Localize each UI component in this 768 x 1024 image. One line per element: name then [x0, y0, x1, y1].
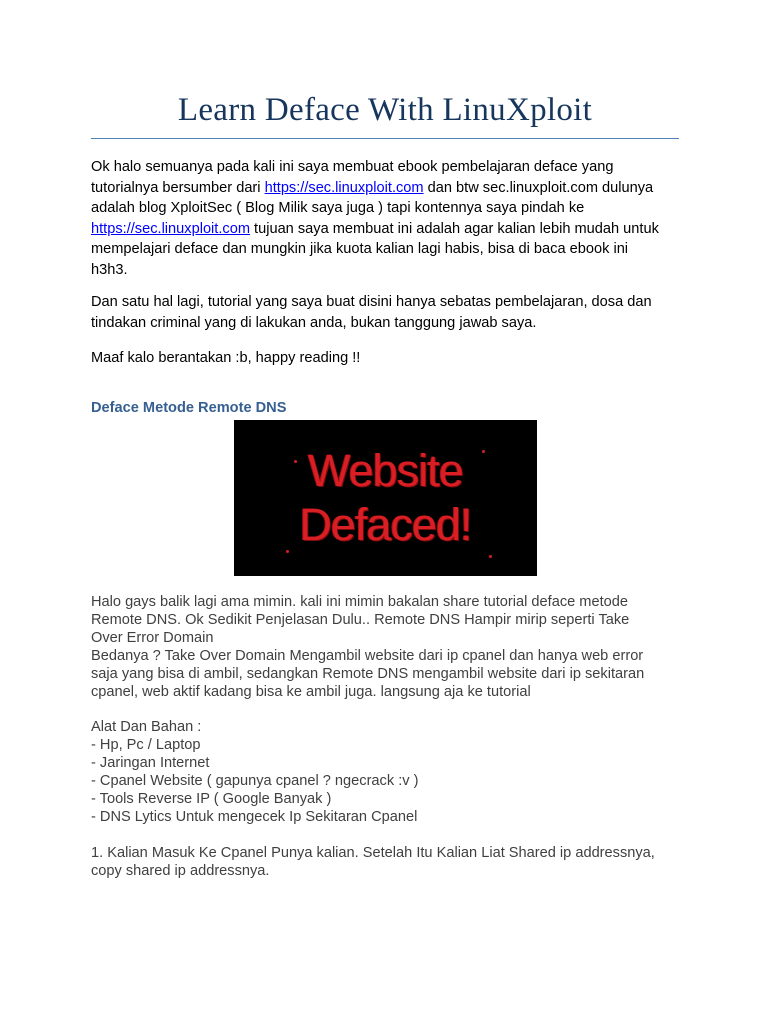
intro-body: [91, 593, 679, 701]
list-item: - DNS Lytics Untuk mengecek Ip Sekitaran Cpanel: [91, 809, 418, 825]
intro-line: h3h3.: [91, 261, 128, 278]
page-title: Learn Deface With LinuXploit: [177, 92, 593, 128]
body-line: 1. Kalian Masuk Ke Cpanel Punya kalian. Setelah Itu Kalian Liat Shared ip addressnya,: [91, 845, 655, 861]
banner-line: Defaced!: [299, 499, 472, 550]
disclaimer-line: Dan satu hal lagi, tutorial yang saya buat disini hanya sebatas pembelajaran, dosa dan: [91, 294, 652, 310]
intro-paragraph: [91, 157, 679, 281]
intro-line: mempelajari deface dan mungkin jika kuota kalian lagi habis, bisa di baca ebook ini: [91, 241, 629, 258]
body-line: saja yang bisa di ambil, sedangkan Remote DNS mengambil website dari ip sekitaran: [91, 666, 645, 682]
intro-text: dan btw sec.linuxploit.com dulunya: [423, 179, 654, 196]
list-item: - Jaringan Internet: [91, 755, 210, 771]
tools-list: [91, 718, 679, 826]
body-line: Over Error Domain: [91, 630, 214, 646]
paint-splatter: [489, 555, 492, 558]
body-line: cpanel, web aktif kadang bisa ke ambil juga. langsung aja ke tutorial: [91, 684, 531, 700]
step-1: [91, 844, 679, 880]
intro-text: tujuan saya membuat ini adalah agar kalian lebih mudah untuk: [249, 220, 659, 237]
paint-splatter: [482, 450, 485, 453]
linuxploit-link[interactable]: https://sec.linuxploit.com: [264, 179, 424, 196]
body-line: Bedanya ? Take Over Domain Mengambil website dari ip cpanel dan hanya web error: [91, 648, 644, 664]
list-item: - Hp, Pc / Laptop: [91, 737, 201, 753]
intro-line: Ok halo semuanya pada kali ini saya membuat ebook pembelajaran deface yang: [91, 159, 614, 175]
list-item: - Tools Reverse IP ( Google Banyak ): [91, 791, 332, 807]
intro-line: [91, 219, 679, 240]
intro-line: adalah blog XploitSec ( Blog Milik saya juga ) tapi kontennya saya pindah ke: [91, 200, 585, 217]
apology-paragraph: Maaf kalo berantakan :b, happy reading !!: [91, 350, 361, 366]
disclaimer-line: tindakan criminal yang di lakukan anda, bukan tanggung jawab saya.: [91, 314, 537, 331]
disclaimer-paragraph: [91, 292, 679, 333]
website-defaced-image: [234, 420, 537, 576]
section-heading: Deface Metode Remote DNS: [91, 400, 287, 416]
body-line: Halo gays balik lagi ama mimin. kali ini mimin bakalan share tutorial deface metode: [91, 594, 628, 610]
intro-text: tutorialnya bersumber dari: [91, 179, 265, 196]
banner-line: Website: [308, 445, 463, 496]
title-underline: [91, 138, 679, 139]
paint-splatter: [294, 460, 297, 463]
intro-line: [91, 178, 679, 199]
body-line: Remote DNS. Ok Sedikit Penjelasan Dulu.. Remote DNS Hampir mirip seperti Take: [91, 612, 630, 628]
body-line: copy shared ip addressnya.: [91, 863, 270, 879]
paint-splatter: [286, 550, 289, 553]
linuxploit-link[interactable]: https://sec.linuxploit.com: [91, 220, 250, 237]
tools-heading: Alat Dan Bahan :: [91, 719, 202, 735]
list-item: - Cpanel Website ( gapunya cpanel ? ngecrack :v ): [91, 773, 419, 789]
